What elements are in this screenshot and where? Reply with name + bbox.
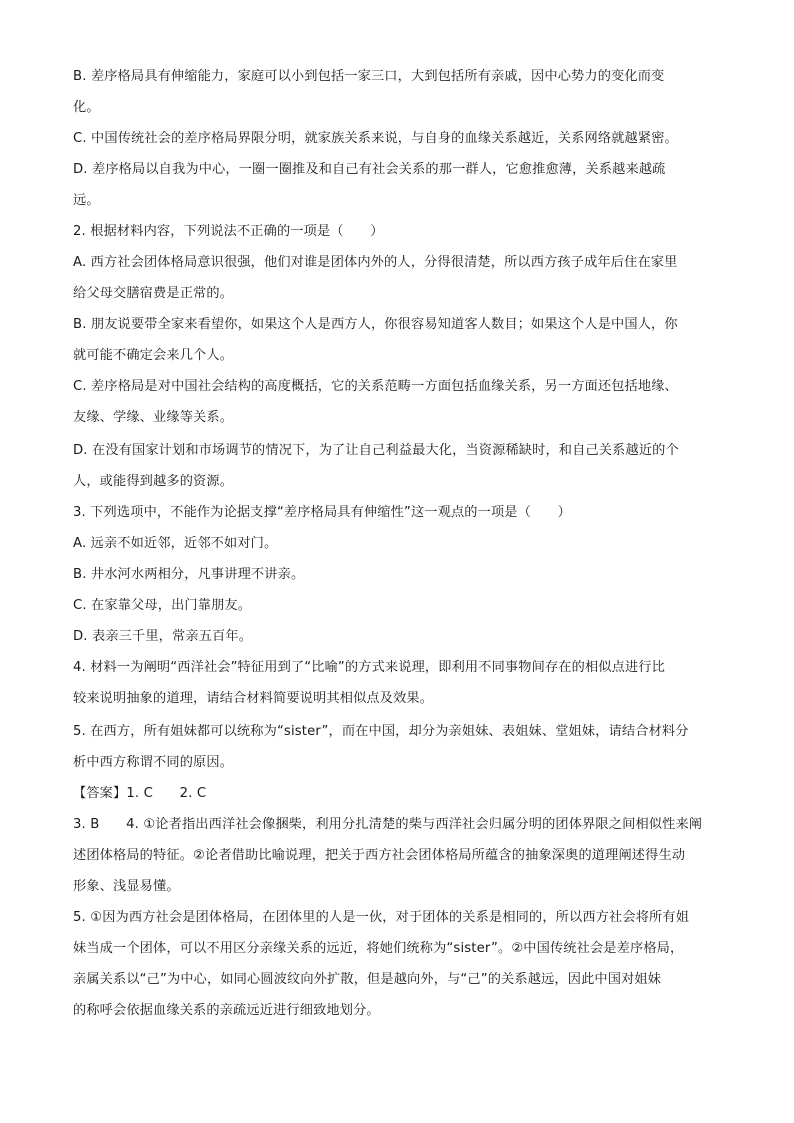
answer-line-6: 亲属关系以“己”为中心，如同心圆波纹向外扩散，但是越向外，与“己”的关系越远，因此中国对姐妹 [73,972,662,987]
q3-option-c: C. 在家靠父母，出门靠朋友。 [73,598,252,613]
question-4-line-2: 较来说明抽象的道理，请结合材料简要说明其相似点及效果。 [73,691,434,706]
q3-option-a: A. 远亲不如近邻，近邻不如对门。 [73,536,278,551]
question-2: 2. 根据材料内容，下列说法不正确的一项是（ ） [73,224,384,239]
answer-line-7: 的称呼会依据血缘关系的亲疏远近进行细致地划分。 [73,1003,380,1018]
question-5-line-1: 5. 在西方，所有姐妹都可以统称为“sister”，而在中国，却分为亲姐妹、表姐妹、堂姐妹，请结合材料分 [73,724,689,739]
answer-heading-line [73,785,733,803]
option-b-line-2: 化。 [73,100,100,115]
q2-option-c-line-2: 友缘、学缘、业缘等关系。 [73,410,234,425]
answer-tag: 【答案】 [73,786,127,801]
q2-option-a-line-2: 给父母交膳宿费是正常的。 [73,286,234,301]
answer-first: 1. C 2. C [126,786,207,801]
answer-line-5: 妹当成一个团体，可以不用区分亲缘关系的远近，将她们统称为“sister”。②中国传统社会是差序格局， [73,941,684,956]
q2-option-a-line-1: A. 西方社会团体格局意识很强，他们对谁是团体内外的人，分得很清楚，所以西方孩子成年后住在家里 [73,255,678,270]
q2-option-b-line-1: B. 朋友说要带全家来看望你，如果这个人是西方人，你很容易知道客人数目；如果这个人是中国人，你 [73,317,678,332]
answer-line-2: 述团体格局的特征。②论者借助比喻说理，把关于西方社会团体格局所蕴含的抽象深奥的道理阐述得生动 [73,848,686,863]
q2-option-c-line-1: C. 差序格局是对中国社会结构的高度概括，它的关系范畴一方面包括血缘关系，另一方面还包括地缘、 [73,379,678,394]
q2-option-d-line-2: 人，或能得到越多的资源。 [73,474,234,489]
question-3: 3. 下列选项中，不能作为论据支撑“差序格局具有伸缩性”这一观点的一项是（ ） [73,505,571,520]
option-d-line-1: D. 差序格局以自我为中心，一圈一圈推及和自己有社会关系的那一群人，它愈推愈薄，关系越来越疏 [73,162,666,177]
option-b-line-1: B. 差序格局具有伸缩能力，家庭可以小到包括一家三口，大到包括所有亲戚，因中心势力的变化而变 [73,69,665,84]
option-d-line-2: 远。 [73,193,100,208]
q3-option-b: B. 井水河水两相分，凡事讲理不讲亲。 [73,567,305,582]
q3-option-d: D. 表亲三千里，常亲五百年。 [73,629,253,644]
answer-line-3: 形象、浅显易懂。 [73,879,180,894]
q2-option-b-line-2: 就可能不确定会来几个人。 [73,348,234,363]
option-c: C. 中国传统社会的差序格局界限分明，就家族关系来说，与自身的血缘关系越近，关系网络就越紧密。 [73,131,678,146]
answer-line-4: 5. ①因为西方社会是团体格局，在团体里的人是一伙，对于团体的关系是相同的，所以西方社会将所有姐 [73,910,690,925]
question-5-line-2: 析中西方称谓不同的原因。 [73,755,234,770]
q2-option-d-line-1: D. 在没有国家计划和市场调节的情况下，为了让自己利益最大化，当资源稀缺时，和自己关系越近的个 [73,443,679,458]
answer-line-1: 3. B 4. ①论者指出西洋社会像捆柴，利用分扎清楚的柴与西洋社会归属分明的团体界限之间相似性来阐 [73,817,703,832]
question-4-line-1: 4. 材料一为阐明“西洋社会”特征用到了“比喻”的方式来说理，即利用不同事物间存在的相似点进行比 [73,660,665,675]
